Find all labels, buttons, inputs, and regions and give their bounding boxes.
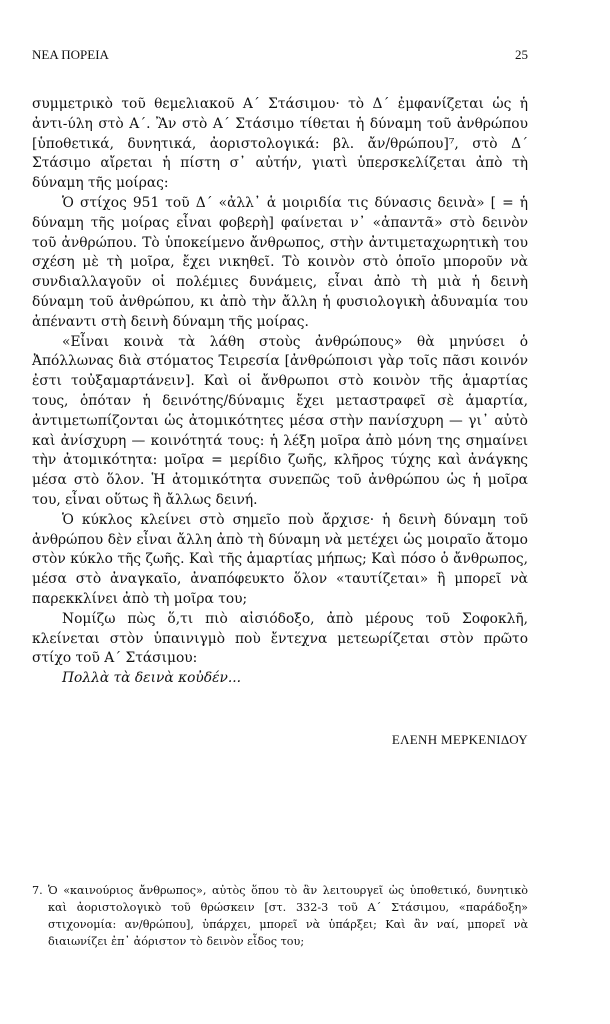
running-header	[32, 47, 528, 63]
closing-quote: Πολλὰ τὰ δεινὰ κοὐδέν...	[62, 670, 242, 687]
footnote-number: 7.	[32, 884, 43, 897]
paragraph-1: συμμετρικὸ τοῦ θεμελιακοῦ Α΄ Στάσιμου· τὸ Δ΄ ἐμφανίζεται ὡς ἡ ἀντι-ύλη στὸ Α΄. Ἂν στὸ Α΄ Στάσιμο τίθεται ἡ δύναμη τοῦ ἀνθρώπου [ὑποθετικά, δυνητικά, ἀοριστολογικά: βλ. ἄν/θρώπου]⁷, στὸ Δ΄ Στάσιμο αἴρεται ἡ πίστη σ᾽ αὐτήν, γιατὶ ὑπερσκελίζεται ἀπὸ τὴ δύναμη τῆς μοίρας:	[32, 96, 528, 192]
paragraph-4: Ὁ κύκλος κλείνει στὸ σημεῖο ποὺ ἄρχισε· ἡ δεινὴ δύναμη τοῦ ἀνθρώπου δὲν εἶναι ἄλλη ἀπὸ τὴ δύναμη νὰ μετέχει ὡς μοιραῖο ἄτομο στὸν κύκλο τῆς ζωῆς. Καὶ τῆς ἁμαρτίας μήπως; Καὶ πόσο ὁ ἄνθρωπος, μέσα στὸ ἀναγκαῖο, ἀναπόφευκτο ὅλον «ταυτίζεται» ἢ μπορεῖ νὰ παρεκκλίνει ἀπὸ τὴ μοῖρα του;	[32, 511, 528, 607]
journal-title: ΝΕΑ ΠΟΡΕΙΑ	[32, 47, 109, 62]
footnote	[32, 882, 528, 950]
paragraph-5: Νομίζω πὼς ὅ,τι πιὸ αἰσιόδοξο, ἀπὸ μέρους τοῦ Σοφοκλῆ, κλείνεται στὸν ὑπαινιγμὸ ποὺ ἔντεχνα μετεωρίζεται στὸν πρῶτο στίχο τοῦ Α΄ Στάσιμου:	[32, 610, 528, 667]
paragraph-2: Ὁ στίχος 951 τοῦ Δ΄ «ἀλλ᾽ ἁ μοιριδία τις δύνασις δεινὰ» [ = ἡ δύναμη τῆς μοίρας εἶναι φοβερὴ] φαίνεται ν᾽ «ἀπαντᾶ» στὸ δεινὸν τοῦ ἀνθρώπου. Τὸ ὑποκείμενο ἄνθρωπος, στὴν ἀντιμεταχωρητικὴ του σχέση μὲ τὴ μοῖρα, ἔχει νικηθεῖ. Τὸ κοινὸν στὸ ὁποῖο μποροῦν νὰ συνδιαλλαγοῦν οἱ πολέμιες δυνάμεις, εἶναι ἀπὸ τὴ μιὰ ἡ δεινὴ δύναμη τοῦ ἀνθρώπου, κι ἀπὸ τὴν ἄλλη ἡ φυσιολογικὴ ἀδυναμία του ἀπέναντι στὴ δεινὴ δύναμη τῆς μοίρας.	[32, 194, 528, 330]
author-signature: ΕΛΕΝΗ ΜΕΡΚΕΝΙΔΟΥ	[391, 732, 528, 747]
page-number: 25	[515, 47, 528, 62]
article-body	[32, 95, 528, 689]
footnote-text: Ὁ «καινούριος ἄνθρωπος», αὐτὸς ὅπου τὸ ἂν λειτουργεῖ ὡς ὑποθετικό, δυνητικὸ καὶ ἀοριστολογικὸ τοῦ θρώσκειν [στ. 332-3 τοῦ Α΄ Στάσιμου, «παράδοξη» στιχονομία: αν/θρώπου], ὑπάρχει, μπορεῖ νὰ ὑπάρξει; Καὶ ἂν ναί, μπορεῖ νὰ διαιωνίζει ἐπ᾽ ἀόριστον τὸ δεινὸν εἶδος του;	[48, 884, 528, 948]
paragraph-3: «Εἶναι κοινὰ τὰ λάθη στοὺς ἀνθρώπους» θὰ μηνύσει ὁ Ἀπόλλωνας διὰ στόματος Τειρεσία [ἀνθρώποισι γὰρ τοῖς πᾶσι κοινόν ἐστι τοὐξαμαρτάνειν]. Καὶ οἱ ἄνθρωποι στὸ κοινὸν τῆς ἁμαρτίας τους, ὁπόταν ἡ δεινότης/δύναμις ἔχει μεταστραφεῖ σὲ ἁμαρτία, ἀντιμετωπίζονται ὡς ἀτομικότητες μέσα στὴν πανίσχυρη — γι᾽ αὐτὸ καὶ ἀνίσχυρη — κοινότητά τους: ἡ λέξη μοῖρα ἀπὸ μόνη της σημαίνει τὴν ἀτομικότητα: μοῖρα = μερίδιο ζωῆς, κλῆρος τύχης καὶ ἀνάγκης μέσα στὸ ὅλον. Ἡ ἀτομικότητα συνεπῶς τοῦ ἀνθρώπου ὡς ἡ μοῖρα του, εἶναι οὕτως ἢ ἄλλως δεινή.	[32, 333, 528, 508]
